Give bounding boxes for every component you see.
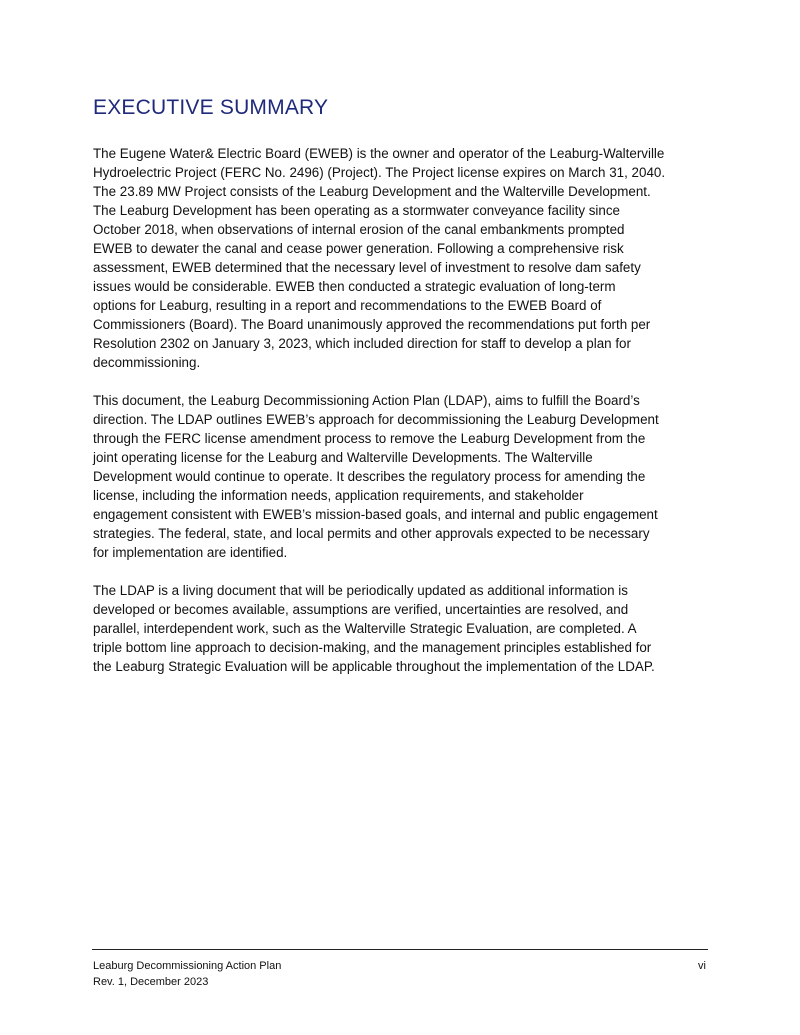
footer-document-title: Leaburg Decommissioning Action Plan <box>93 960 282 972</box>
body-text <box>93 144 709 695</box>
footer-divider <box>92 949 708 950</box>
paragraph-2: This document, the Leaburg Decommissioning Action Plan (LDAP), aims to fulfill the Board’s direction. The LDAP outlines EWEB’s approach for decommissioning the Leaburg Development through the FERC license amendment process to remove the Leaburg Development from the joint operating license for the Leaburg and Walterville Developments. The Walterville Development would continue to operate. It describes the regulatory process for amending the license, including the information needs, application requirements, and stakeholder engagement consistent with EWEB’s mission-based goals, and internal and public engagement strategies. The federal, state, and local permits and other approvals expected to be necessary for implementation are identified. <box>93 393 659 560</box>
footer-revision: Rev. 1, December 2023 <box>93 976 209 988</box>
page-title: EXECUTIVE SUMMARY <box>93 96 329 119</box>
page-number: vi <box>698 960 706 972</box>
paragraph-3: The LDAP is a living document that will be periodically updated as additional information is developed or becomes available, assumptions are verified, uncertainties are resolved, and parallel, interdependent work, such as the Walterville Strategic Evaluation, are completed. A triple bottom line approach to decision-making, and the management principles established for the Leaburg Strategic Evaluation will be applicable throughout the implementation of the LDAP. <box>93 583 655 674</box>
paragraph-1: The Eugene Water& Electric Board (EWEB) is the owner and operator of the Leaburg-Walterville Hydroelectric Project (FERC No. 2496) (Project). The Project license expires on March 31, 2040. The 23.89 MW Project consists of the Leaburg Development and the Walterville Development. The Leaburg Development has been operating as a stormwater conveyance facility since October 2018, when observations of internal erosion of the canal embankments prompted EWEB to dewater the canal and cease power generation. Following a comprehensive risk assessment, EWEB determined that the necessary level of investment to resolve dam safety issues would be considerable. EWEB then conducted a strategic evaluation of long-term options for Leaburg, resulting in a report and recommendations to the EWEB Board of Commissioners (Board). The Board unanimously approved the recommendations put forth per Resolution 2302 on January 3, 2023, which included direction for staff to develop a plan for decommissioning. <box>93 146 666 370</box>
page-footer <box>93 958 706 990</box>
